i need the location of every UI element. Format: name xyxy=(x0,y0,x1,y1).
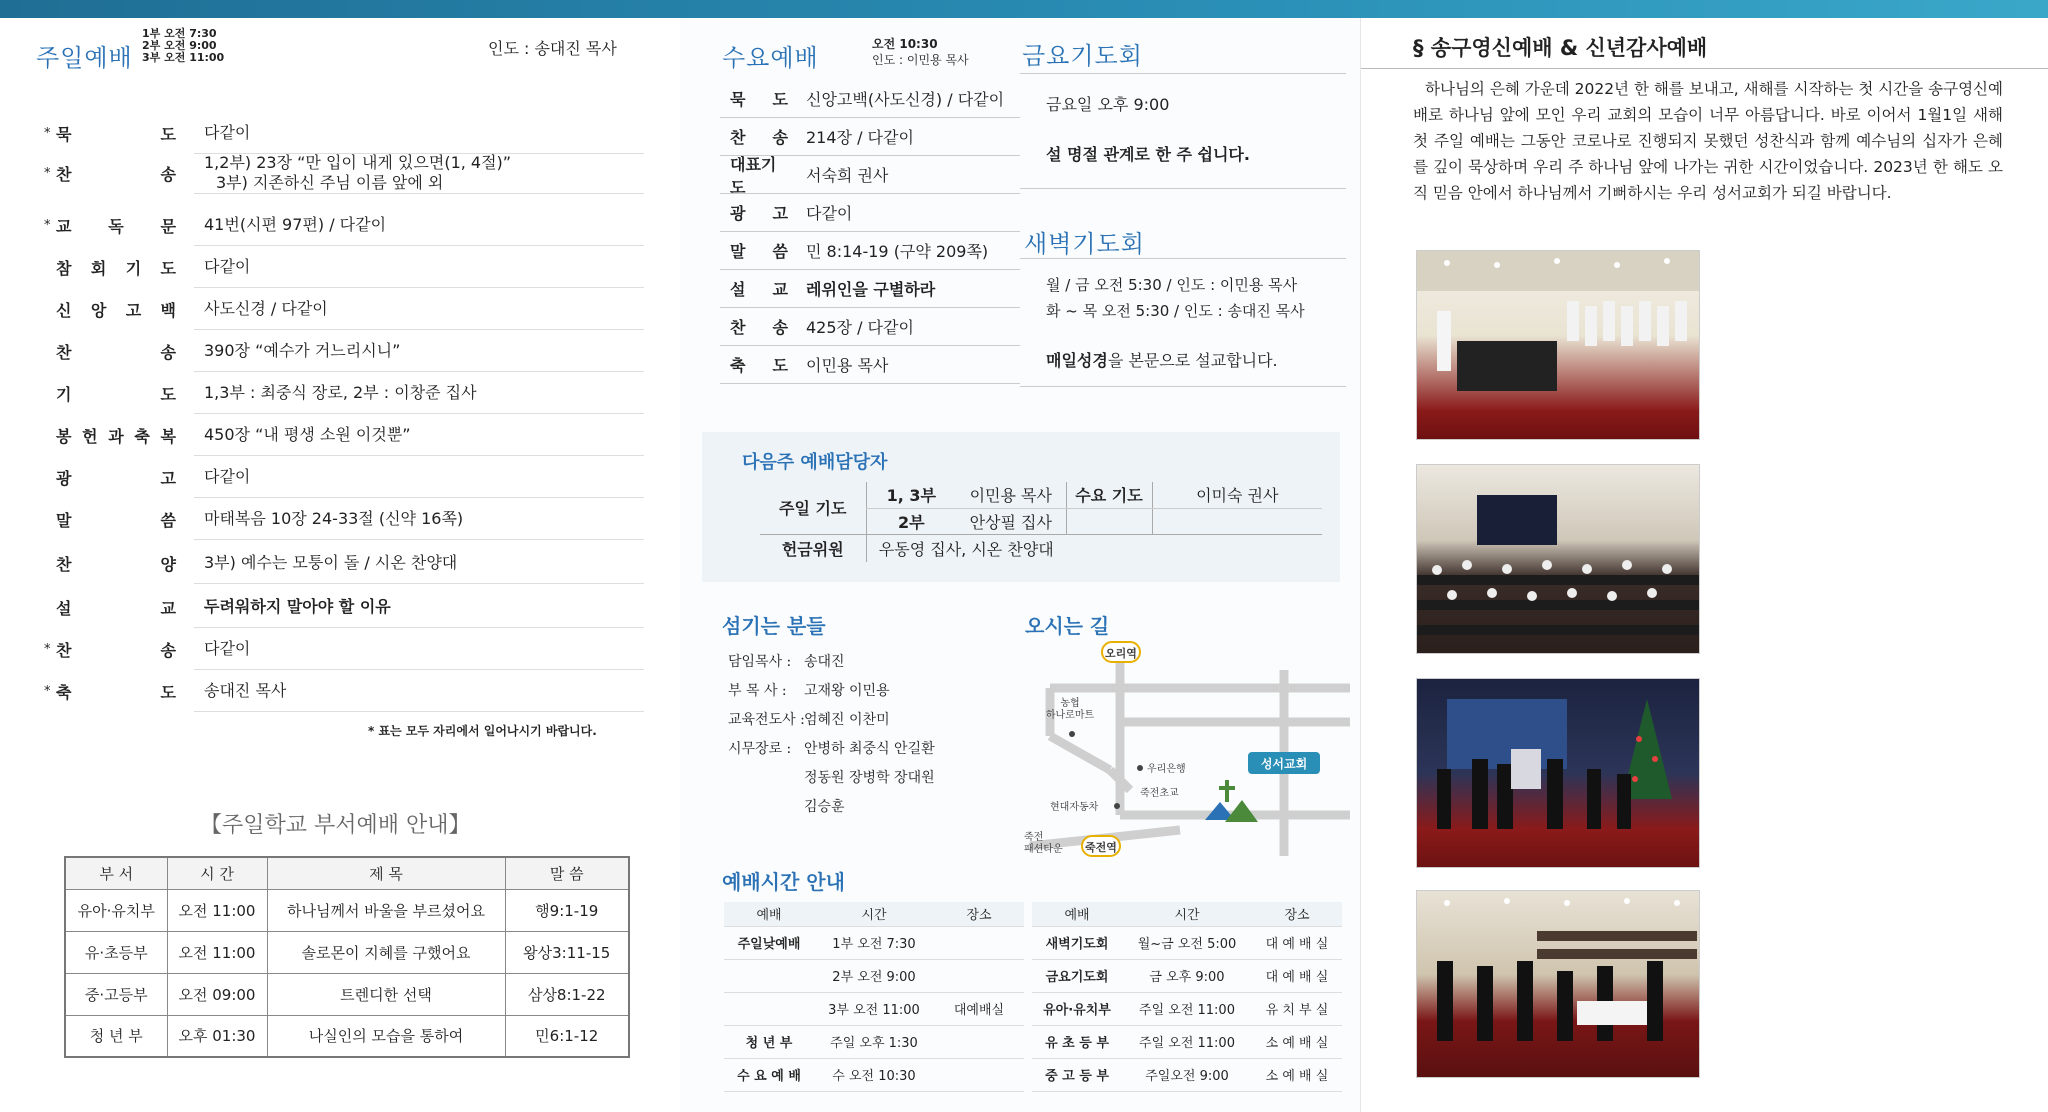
schedule-right-table xyxy=(1032,902,1342,1092)
order-value-line: 다같이 xyxy=(204,256,251,276)
schedule-place: 소 예 배 실 xyxy=(1252,1025,1342,1058)
wed-label xyxy=(720,152,800,198)
wednesday-order-row xyxy=(720,80,1020,118)
order-label-char: 씀 xyxy=(160,510,176,530)
school-cell: 솔로몬이 지혜를 구했어요 xyxy=(267,931,505,973)
school-cell: 오전 11:00 xyxy=(167,931,267,973)
order-value xyxy=(194,112,644,154)
directions-title: 오시는 길 xyxy=(1025,614,1110,638)
school-cell: 중·고등부 xyxy=(65,973,167,1015)
wed-label-part: 도 xyxy=(772,90,788,109)
schedule-row xyxy=(724,1025,1024,1058)
schedule-place xyxy=(934,1025,1024,1058)
schedule-place: 대 예 배 실 xyxy=(1252,959,1342,992)
wednesday-title: 수요예배 xyxy=(722,44,819,72)
schedule-row xyxy=(724,1058,1024,1091)
wed-label-part: 송 xyxy=(772,318,788,337)
next-wed-name: 이미숙 권사 xyxy=(1152,482,1322,508)
order-value-line: 1,3부 : 최중식 장로, 2부 : 이창준 집사 xyxy=(204,382,477,402)
order-label-char: 기 xyxy=(56,384,72,404)
order-value xyxy=(194,498,644,540)
next-wed-prayer: 수요 기도 xyxy=(1066,482,1152,508)
order-value-line: 사도신경 / 다같이 xyxy=(204,298,328,318)
server-row xyxy=(728,706,935,735)
order-label-char: 양 xyxy=(160,554,176,574)
schedule-left-table xyxy=(724,902,1024,1092)
orihyeon-label: 오리역 xyxy=(1105,647,1137,660)
sunday-order-row xyxy=(44,246,644,288)
sunday-times xyxy=(142,28,224,64)
order-label xyxy=(56,466,194,489)
schedule-name: 유아·유치부 xyxy=(1032,992,1122,1025)
dawn-note-bold: 매일성경 xyxy=(1046,351,1108,370)
next-empty-3 xyxy=(1066,534,1322,562)
order-value-line: 390장 “예수가 거느리시니” xyxy=(204,340,401,360)
stand-marker: * xyxy=(44,641,51,657)
schedule-row xyxy=(724,926,1024,959)
wednesday-order-row xyxy=(720,346,1020,384)
server-row xyxy=(728,735,935,764)
order-value xyxy=(194,372,644,414)
wednesday-order-row xyxy=(720,308,1020,346)
order-label-char: 도 xyxy=(160,258,176,278)
order-label-char: 송 xyxy=(160,164,176,184)
order-label-char: 복 xyxy=(160,426,176,446)
order-label-char: 찬 xyxy=(56,342,72,362)
order-label xyxy=(56,424,194,447)
server-names: 고재왕 이민용 xyxy=(804,683,890,699)
wednesday-leader: 인도 : 이민용 목사 xyxy=(872,53,969,67)
sunday-time-2: 2부 오전 9:00 xyxy=(142,39,217,52)
wed-label-part: 대표기도 xyxy=(730,154,777,197)
article-column xyxy=(1360,18,2048,1112)
next-p2-name: 안상필 집사 xyxy=(956,508,1066,534)
server-names: 송대진 xyxy=(804,654,845,670)
stand-note: * 표는 모두 자리에서 일어나시기 바랍니다. xyxy=(368,724,597,738)
order-label-char: 찬 xyxy=(56,164,72,184)
server-label: 교육전도사 : xyxy=(728,712,805,728)
order-label-char: 회 xyxy=(90,258,107,278)
dawn-line-1: 월 / 금 오전 5:30 / 인도 : 이민용 목사 xyxy=(1046,276,1298,294)
order-value-line: 41번(시편 97편) / 다같이 xyxy=(204,214,387,234)
order-value-line: 마태복음 10장 24-33절 (신약 16쪽) xyxy=(204,508,464,528)
order-value xyxy=(194,204,644,246)
sunday-order-row xyxy=(44,498,644,540)
schedule-row xyxy=(724,959,1024,992)
sched-col-service-2: 예배 xyxy=(1032,902,1122,926)
order-value xyxy=(194,330,644,372)
stand-marker: * xyxy=(44,165,51,181)
order-label-char: 과 xyxy=(108,426,124,446)
schedule-name: 청 년 부 xyxy=(724,1025,814,1058)
wed-value: 214장 / 다같이 xyxy=(806,128,914,147)
next-p2: 2부 xyxy=(866,508,956,534)
schedule-place: 대 예 배 실 xyxy=(1252,926,1342,959)
schedule-time: 주일 오전 11:00 xyxy=(1122,1025,1252,1058)
order-label-char: 송 xyxy=(160,640,176,660)
sunday-school-table xyxy=(64,856,630,1058)
church-icon xyxy=(1205,780,1258,822)
order-value xyxy=(194,288,644,330)
wednesday-order-row xyxy=(720,154,1020,197)
sunday-order-row xyxy=(44,112,644,154)
order-label-char: 축 xyxy=(134,426,150,446)
schedule-name: 수 요 예 배 xyxy=(724,1058,814,1091)
jukjeon-stn-label: 죽전역 xyxy=(1085,841,1117,854)
order-label-char: 헌 xyxy=(82,426,98,446)
order-label-char: 교 xyxy=(160,598,176,618)
server-label: 시무장로 : xyxy=(728,741,792,757)
school-cell: 오전 11:00 xyxy=(167,889,267,931)
hyundai-dot xyxy=(1114,803,1120,809)
sunday-time-3: 3부 오전 11:00 xyxy=(142,51,225,64)
schedule-name: 금요기도회 xyxy=(1032,959,1122,992)
order-value xyxy=(194,542,644,584)
schedule-row xyxy=(724,992,1024,1025)
order-label xyxy=(56,508,194,531)
wed-label-part: 찬 xyxy=(730,318,746,337)
next-p13-name: 이민용 목사 xyxy=(956,482,1066,508)
order-label-char: 찬 xyxy=(56,554,72,574)
friday-rule xyxy=(1020,70,1346,74)
schedule-time: 주일오전 9:00 xyxy=(1122,1058,1252,1091)
sunday-title: 주일예배 xyxy=(36,44,133,72)
choir-photo xyxy=(1416,250,1700,440)
sunday-order-row xyxy=(44,628,644,670)
schedule-time: 1부 오전 7:30 xyxy=(814,926,934,959)
order-label xyxy=(56,298,194,321)
wed-label-part: 도 xyxy=(772,356,788,375)
wed-value: 민 8:14-19 (구약 209쪽) xyxy=(806,242,989,261)
schedule-row xyxy=(1032,1025,1342,1058)
wed-label-part: 교 xyxy=(772,280,788,299)
schedule-row xyxy=(1032,926,1342,959)
sched-col-place-2: 장소 xyxy=(1252,902,1342,926)
middle-column xyxy=(680,18,1360,1112)
order-value-line: 송대진 목사 xyxy=(204,680,287,700)
wed-label-part: 축 xyxy=(730,356,746,375)
schedule-time: 2부 오전 9:00 xyxy=(814,959,934,992)
hanaro-label: 하나로마트 xyxy=(1045,710,1095,721)
schedule-name xyxy=(724,959,814,992)
next-p13: 1, 3부 xyxy=(866,482,956,508)
order-value-line-2: 3부) 지존하신 주님 이름 앞에 외 xyxy=(216,172,444,192)
order-value xyxy=(194,414,644,456)
next-week-table xyxy=(760,482,1322,562)
order-label xyxy=(56,552,194,575)
dawn-note xyxy=(1046,348,1278,371)
col-time: 시 간 xyxy=(167,857,267,889)
wed-label-part: 찬 xyxy=(730,128,746,147)
order-value-line: 다같이 xyxy=(204,638,251,658)
wed-label-part: 설 xyxy=(730,280,746,299)
schedule-name: 유 초 등 부 xyxy=(1032,1025,1122,1058)
order-label xyxy=(56,162,194,185)
order-label-char: 고 xyxy=(125,300,142,320)
order-label xyxy=(56,382,194,405)
wed-value: 신앙고백(사도신경) / 다같이 xyxy=(806,90,1005,109)
school-cell: 트렌디한 선택 xyxy=(267,973,505,1015)
directions-map xyxy=(1020,640,1360,876)
school-cell: 행9:1-19 xyxy=(505,889,629,931)
order-label xyxy=(56,680,194,703)
school-cell: 오전 09:00 xyxy=(167,973,267,1015)
sunday-leader: 인도 : 송대진 목사 xyxy=(488,39,617,58)
schedule-row xyxy=(1032,1058,1342,1091)
schedule-title: 예배시간 안내 xyxy=(722,870,845,894)
order-label xyxy=(56,122,194,145)
wed-value: 서숙희 권사 xyxy=(806,166,889,185)
school-cell: 오후 01:30 xyxy=(167,1015,267,1057)
schedule-name: 주일낮예배 xyxy=(724,926,814,959)
schedule-place: 유 치 부 실 xyxy=(1252,992,1342,1025)
school-row xyxy=(65,931,629,973)
friday-note: 설 명절 관계로 한 주 쉽니다. xyxy=(1046,145,1250,164)
order-label xyxy=(56,214,194,237)
next-offering-names: 우동영 집사, 시온 찬양대 xyxy=(866,534,1066,562)
server-names: 정동원 장병학 장대원 xyxy=(804,770,935,786)
order-label-char: 봉 xyxy=(56,426,72,446)
server-row xyxy=(728,677,935,706)
server-label: 담임목사 : xyxy=(728,654,792,670)
wed-label xyxy=(720,239,800,262)
school-cell: 나실인의 모습을 통하여 xyxy=(267,1015,505,1057)
order-value xyxy=(194,628,644,670)
server-label: 부 목 사 : xyxy=(728,683,787,699)
sched-col-service: 예배 xyxy=(724,902,814,926)
christmas-stage-photo xyxy=(1416,678,1700,868)
next-empty-1 xyxy=(1066,508,1152,534)
order-label xyxy=(56,256,194,279)
order-value-line: 1,2부) 23장 “만 입이 내게 있으면(1, 4절)” xyxy=(204,152,512,172)
schedule-place xyxy=(934,959,1024,992)
schedule-time: 수 오전 10:30 xyxy=(814,1058,934,1091)
order-value-line: 다같이 xyxy=(204,466,251,486)
schedule-time: 주일 오후 1:30 xyxy=(814,1025,934,1058)
wed-label-part: 광 xyxy=(730,204,746,223)
friday-bottom-rule xyxy=(1020,188,1346,189)
top-color-bar xyxy=(0,0,2048,18)
sunday-column xyxy=(0,18,680,1112)
sunday-order-row xyxy=(44,414,644,456)
dawn-rule xyxy=(1020,258,1346,259)
sunday-order-row xyxy=(44,288,644,330)
next-empty-2 xyxy=(1152,508,1322,534)
order-value-line: 두려워하지 말아야 할 이유 xyxy=(204,596,391,616)
congregation-photo xyxy=(1416,464,1700,654)
order-value xyxy=(194,670,644,712)
schedule-time: 3부 오전 11:00 xyxy=(814,992,934,1025)
order-label xyxy=(56,596,194,619)
order-label-char: 고 xyxy=(160,468,176,488)
dawn-lines xyxy=(1046,272,1305,324)
server-names: 안병하 최중식 안길환 xyxy=(804,741,935,757)
schedule-place xyxy=(934,926,1024,959)
fashion-label-2: 패션타운 xyxy=(1024,844,1063,855)
sunday-order-row xyxy=(44,542,644,584)
order-label-char: 도 xyxy=(160,384,176,404)
wednesday-order-row xyxy=(720,194,1020,232)
order-label-char: 도 xyxy=(160,124,176,144)
wed-label xyxy=(720,87,800,110)
order-label-char: 축 xyxy=(56,682,72,702)
sunday-order-row xyxy=(44,372,644,414)
church-label: 성서교회 xyxy=(1260,757,1308,771)
article-body: 하나님의 은혜 가운데 2022년 한 해를 보내고, 새해를 시작하는 첫 시간을 송구영신예배로 하나님 앞에 모인 우리 교회의 모습이 너무 아름답니다. 바로 이어서 1월1일 새해 첫 주일 예배는 그동안 코로나로 진행되지 못했던 성찬식과 함께 예수님의 십자가 은혜를 깊이 묵상하며 우리 주 하나님 앞에 나가는 귀한 시간이었습니다. 2023년 한 해도 오직 믿음 안에서 하나님께서 기뻐하시는 우리 성서교회가 되길 바랍니다. xyxy=(1413,80,2003,202)
server-names: 엄혜진 이찬미 xyxy=(804,712,890,728)
next-sunday-prayer: 주일 기도 xyxy=(760,482,866,534)
school-cell: 청 년 부 xyxy=(65,1015,167,1057)
dawn-bottom-rule xyxy=(1020,386,1346,387)
article-title: § 송구영신예배 & 신년감사예배 xyxy=(1413,36,1708,60)
school-row xyxy=(65,889,629,931)
server-row xyxy=(728,764,935,793)
sunday-order-row xyxy=(44,330,644,372)
schedule-name: 중 고 등 부 xyxy=(1032,1058,1122,1091)
order-label-char: 묵 xyxy=(56,124,72,144)
school-cell: 왕상3:11-15 xyxy=(505,931,629,973)
friday-time: 금요일 오후 9:00 xyxy=(1046,95,1170,114)
schedule-place: 대예배실 xyxy=(934,992,1024,1025)
woori-label: 우리은행 xyxy=(1147,764,1186,775)
order-label xyxy=(56,340,194,363)
schedule-row xyxy=(1032,992,1342,1025)
order-label-char: 백 xyxy=(160,300,176,320)
schedule-time: 월~금 오전 5:00 xyxy=(1122,926,1252,959)
order-label-char: 설 xyxy=(56,598,72,618)
schedule-place: 소 예 배 실 xyxy=(1252,1058,1342,1091)
schedule-time: 주일 오전 11:00 xyxy=(1122,992,1252,1025)
sched-col-place: 장소 xyxy=(934,902,1024,926)
schedule-place xyxy=(934,1058,1024,1091)
wednesday-info xyxy=(872,36,969,68)
woori-dot xyxy=(1137,765,1143,771)
sunday-time-1: 1부 오전 7:30 xyxy=(142,27,217,40)
order-value-line: 450장 “내 평생 소원 이것뿐” xyxy=(204,424,411,444)
friday-title: 금요기도회 xyxy=(1022,42,1143,70)
school-cell: 삼상8:1-22 xyxy=(505,973,629,1015)
wed-label-part: 말 xyxy=(730,242,746,261)
order-value xyxy=(194,586,644,628)
order-label-char: 앙 xyxy=(90,300,107,320)
order-label-char: 도 xyxy=(160,682,176,702)
wed-label-part: 씀 xyxy=(772,242,788,261)
wed-label xyxy=(720,277,800,300)
nonghyup-label: 농협 xyxy=(1060,698,1080,709)
wednesday-order-row xyxy=(720,118,1020,156)
wednesday-time: 오전 10:30 xyxy=(872,37,938,51)
sunday-order-row xyxy=(44,670,644,712)
hanaro-dot xyxy=(1069,731,1075,737)
wed-label-part: 고 xyxy=(772,204,788,223)
dawn-title: 새벽기도회 xyxy=(1024,230,1145,258)
sunday-order-row xyxy=(44,586,644,628)
order-value xyxy=(194,246,644,288)
order-value-line: 3부) 예수는 모퉁이 돌 / 시온 찬양대 xyxy=(204,552,458,572)
order-value xyxy=(194,152,644,194)
next-offering: 헌금위원 xyxy=(781,539,844,559)
sunday-school-title: 【주일학교 부서예배 안내】 xyxy=(200,813,471,838)
stand-marker: * xyxy=(44,125,51,141)
wed-label xyxy=(720,201,800,224)
sched-col-time-2: 시간 xyxy=(1122,902,1252,926)
server-label xyxy=(728,764,802,793)
wed-value: 레위인을 구별하라 xyxy=(806,280,936,299)
order-label-char: 송 xyxy=(160,342,176,362)
order-label-char: 말 xyxy=(56,510,72,530)
school-cell: 유아·유치부 xyxy=(65,889,167,931)
wed-label-part: 송 xyxy=(772,128,788,147)
servers-title: 섬기는 분들 xyxy=(722,614,826,638)
next-week-title: 다음주 예배담당자 xyxy=(742,452,888,473)
wed-value: 이민용 목사 xyxy=(806,356,889,375)
jukjeon-elem-label: 죽전초교 xyxy=(1140,788,1179,799)
school-cell: 하나님께서 바울을 부르셨어요 xyxy=(267,889,505,931)
order-label-char: 기 xyxy=(125,258,142,278)
sched-col-time: 시간 xyxy=(814,902,934,926)
school-row xyxy=(65,973,629,1015)
wednesday-order-row xyxy=(720,270,1020,308)
order-label-char: 독 xyxy=(108,216,124,236)
order-label-char: 신 xyxy=(56,300,72,320)
dawn-note-rest: 을 본문으로 설교합니다. xyxy=(1107,351,1278,370)
order-label-char: 광 xyxy=(56,468,72,488)
fashion-label-1: 죽전 xyxy=(1024,832,1044,843)
communion-photo xyxy=(1416,890,1700,1078)
order-value xyxy=(194,456,644,498)
dawn-line-2: 화 ~ 목 오전 5:30 / 인도 : 송대진 목사 xyxy=(1046,302,1305,320)
order-label xyxy=(56,638,194,661)
school-cell: 민6:1-12 xyxy=(505,1015,629,1057)
schedule-name xyxy=(724,992,814,1025)
col-verse: 말 씀 xyxy=(505,857,629,889)
school-cell: 유·초등부 xyxy=(65,931,167,973)
stand-marker: * xyxy=(44,683,51,699)
server-row xyxy=(728,648,935,677)
article-rule xyxy=(1361,68,2048,69)
stand-marker: * xyxy=(44,217,51,233)
wed-label xyxy=(720,353,800,376)
school-row xyxy=(65,1015,629,1057)
wed-label xyxy=(720,125,800,148)
hyundai-label: 현대자동차 xyxy=(1050,802,1099,813)
order-label-char: 찬 xyxy=(56,640,72,660)
schedule-name: 새벽기도회 xyxy=(1032,926,1122,959)
server-row xyxy=(728,793,935,822)
wed-label xyxy=(720,315,800,338)
wed-value: 다같이 xyxy=(806,204,853,223)
order-value-line: 다같이 xyxy=(204,122,251,142)
sunday-order-row xyxy=(44,204,644,246)
sunday-order-row xyxy=(44,456,644,498)
wed-value: 425장 / 다같이 xyxy=(806,318,914,337)
sunday-order-row xyxy=(44,152,644,194)
wed-label-part: 묵 xyxy=(730,90,746,109)
order-label-char: 문 xyxy=(160,216,176,236)
schedule-time: 금 오후 9:00 xyxy=(1122,959,1252,992)
schedule-row xyxy=(1032,959,1342,992)
server-label xyxy=(728,793,802,822)
order-label-char: 참 xyxy=(56,258,72,278)
col-dept: 부 서 xyxy=(65,857,167,889)
wednesday-order-row xyxy=(720,232,1020,270)
col-subject: 제 목 xyxy=(267,857,505,889)
server-names: 김승훈 xyxy=(804,799,845,815)
order-label-char: 교 xyxy=(56,216,72,236)
servers-list xyxy=(728,648,935,822)
